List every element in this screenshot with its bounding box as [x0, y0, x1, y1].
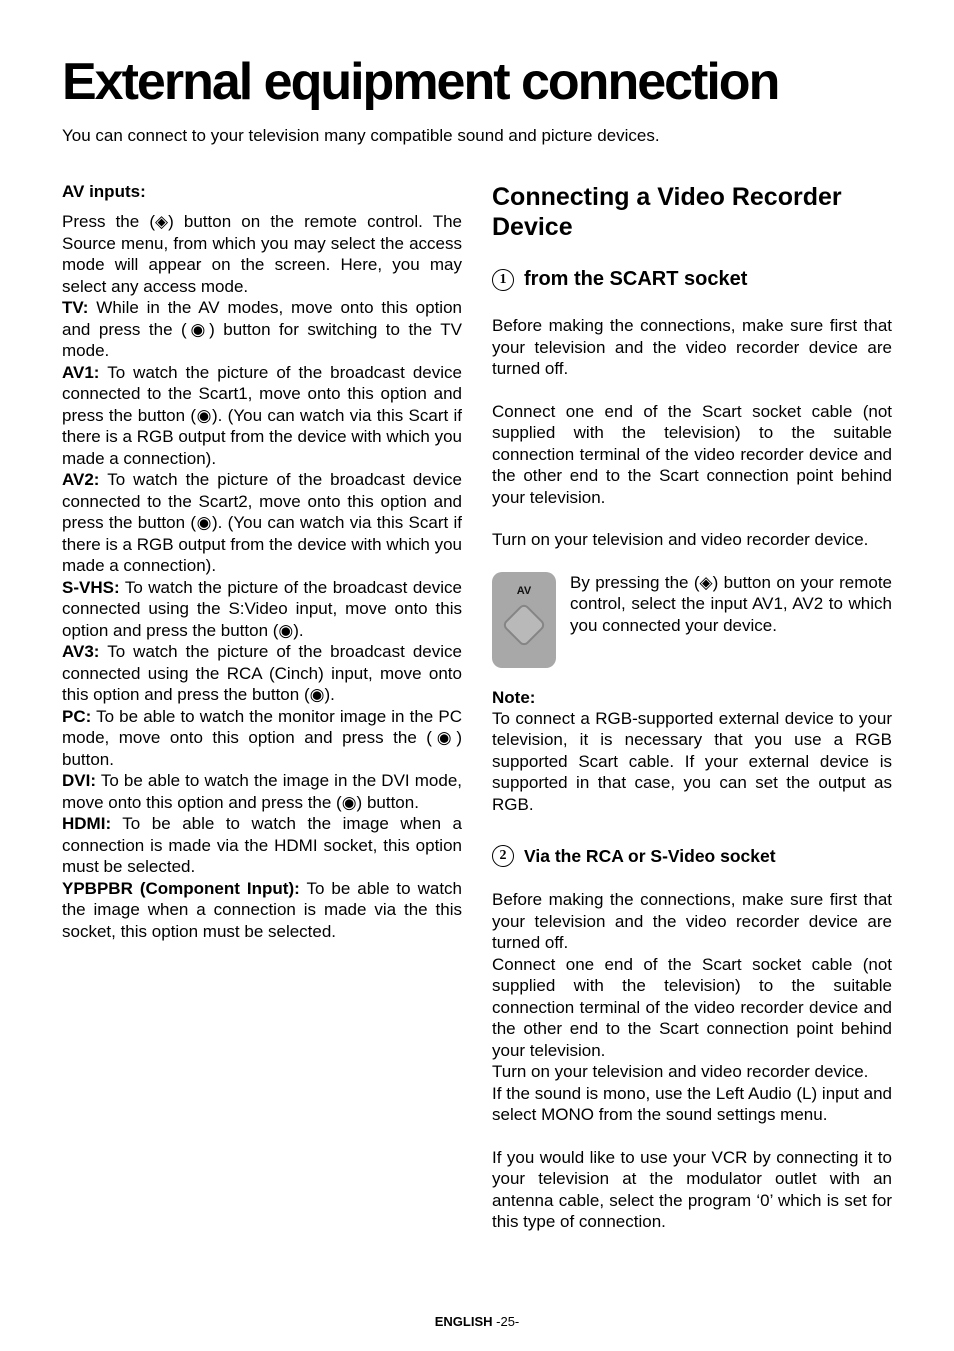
- subsection-scart-title: [492, 268, 892, 291]
- paragraph-lead: HDMI:: [62, 814, 112, 833]
- paragraph-lead: DVI:: [62, 771, 96, 790]
- paragraph-text: Press the (◈) button on the remote control. The Source menu, from which you may select the access mode will appear on the screen. Here, you may select any access mode.: [62, 212, 462, 296]
- left-column: [62, 182, 462, 942]
- paragraph-text: To be able to watch the monitor image in the PC mode, move onto this option and press the (◉) button.: [62, 706, 462, 769]
- paragraph-pc: [62, 706, 462, 771]
- av-button-illustration: [492, 572, 556, 668]
- paragraph-source: [62, 211, 462, 297]
- paragraph-lead: PC:: [62, 706, 92, 726]
- paragraph-text: To watch the picture of the broadcast device connected to the Scart2, move onto this option and press the button (◉). (You can watch via this Scart if there is a RGB output from the device with which you made a connection).: [62, 470, 462, 575]
- paragraph: If the sound is mono, use the Left Audio (L) input and select MONO from the sound settings menu.: [492, 1083, 892, 1124]
- av-inputs-heading: AV inputs:: [62, 182, 146, 201]
- av-button-figure-row: [492, 572, 892, 668]
- paragraph-lead: AV1:: [62, 362, 100, 382]
- paragraph-ypbpbr: [62, 878, 462, 943]
- av-button-label: AV: [516, 584, 532, 597]
- subsection-title-text: from the SCART socket: [524, 268, 748, 290]
- paragraph-hdmi: [62, 813, 462, 878]
- section-heading: Connecting a Video Recorder Device: [492, 183, 842, 241]
- paragraph-av3: [62, 641, 462, 706]
- diamond-button-icon: [501, 602, 546, 647]
- paragraph-text: To be able to watch the image when a connection is made via the HDMI socket, this option must be selected.: [62, 814, 462, 876]
- paragraph-text: To be able to watch the image in the DVI mode, move onto this option and press the (◉) button.: [62, 771, 462, 812]
- paragraph-text: To watch the picture of the broadcast device connected using the RCA (Cinch) input, move onto this option and press the button (◉).: [62, 642, 462, 704]
- page-footer: [0, 1314, 954, 1329]
- paragraph-dvi: [62, 770, 462, 813]
- paragraph-text: While in the AV modes, move onto this option and press the (◉) button for switching to the TV mode.: [62, 298, 462, 360]
- paragraph-lead: YPBPBR (Component Input):: [62, 878, 300, 898]
- paragraph: Turn on your television and video recorder device.: [492, 530, 869, 549]
- note-paragraph: To connect a RGB-supported external device to your television, it is necessary that you use a RGB supported Scart cable. If your external device is supported in that case, you can set the output as RGB.: [492, 708, 892, 814]
- paragraph-tv: [62, 297, 462, 362]
- paragraph: Before making the connections, make sure first that your television and the video recorder device are turned off.: [492, 890, 892, 952]
- paragraph-lead: AV2:: [62, 470, 100, 489]
- paragraph: Turn on your television and video recorder device.: [492, 1062, 869, 1081]
- paragraph: By pressing the (◈) button on your remote control, select the input AV1, AV2 to which you connected your device.: [570, 572, 892, 635]
- subsection-rca-title: [492, 845, 892, 867]
- subsection-title-text: Via the RCA or S-Video socket: [524, 845, 776, 866]
- right-column: [492, 182, 892, 1233]
- paragraph-text: To watch the picture of the broadcast device connected using the S:Video input, move onto this option and press the button (◉).: [62, 577, 462, 640]
- circled-number-2-icon: 2: [492, 845, 514, 867]
- paragraph: Connect one end of the Scart socket cable (not supplied with the television) to the suitable connection terminal of the video recorder device and the other end to the Scart connection point behind your television.: [492, 954, 892, 1060]
- paragraph: Before making the connections, make sure first that your television and the video recorder device are turned off.: [492, 316, 892, 378]
- paragraph-svhs: [62, 577, 462, 642]
- paragraph: Connect one end of the Scart socket cable (not supplied with the television) to the suitable connection terminal of the video recorder device and the other end to the Scart connection point behind your television.: [492, 401, 892, 507]
- page-title: External equipment connection: [62, 53, 779, 111]
- paragraph-av2: [62, 469, 462, 577]
- note-heading: Note:: [492, 687, 536, 707]
- paragraph-av1: [62, 362, 462, 470]
- paragraph: If you would like to use your VCR by connecting it to your television at the modulator outlet with an antenna cable, select the program ‘0’ which is set for this type of connection.: [492, 1147, 892, 1231]
- paragraph-text: To be able to watch the image when a connection is made via the this socket, this option must be selected.: [62, 878, 462, 941]
- footer-language: ENGLISH: [434, 1314, 493, 1329]
- two-column-layout: [62, 182, 892, 1233]
- paragraph-lead: AV3:: [62, 642, 100, 661]
- paragraph-text: To watch the picture of the broadcast device connected to the Scart1, move onto this option and press the button (◉). (You can watch via this Scart if there is a RGB output from the device with which you made a connection).: [62, 362, 462, 468]
- footer-page-number: -25-: [492, 1314, 520, 1329]
- paragraph-lead: S-VHS:: [62, 577, 120, 597]
- paragraph-lead: TV:: [62, 298, 89, 317]
- circled-number-1-icon: 1: [492, 269, 514, 291]
- page-intro: You can connect to your television many compatible sound and picture devices.: [62, 126, 660, 145]
